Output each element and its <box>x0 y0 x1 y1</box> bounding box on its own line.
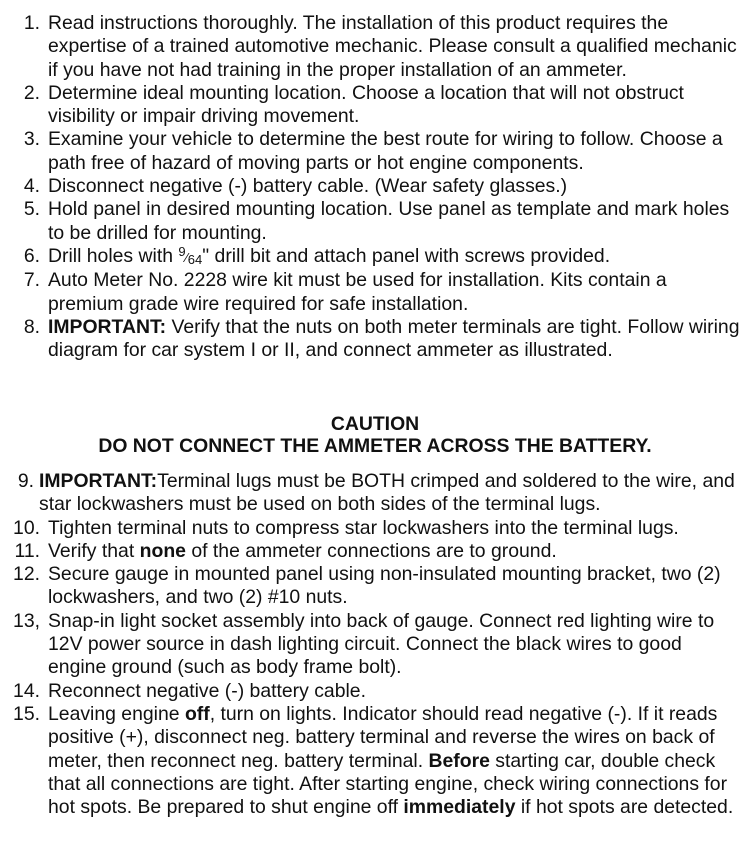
step-number: 10. <box>13 516 40 539</box>
step-8 <box>0 316 750 363</box>
step-5 <box>0 198 750 245</box>
step-number: 7. <box>23 269 40 292</box>
step-14 <box>0 680 750 703</box>
step-text-post: " drill bit and attach panel with screws provided. <box>202 244 611 267</box>
step-number: 15. <box>13 702 40 725</box>
step-text: Read instructions thoroughly. The installation of this product requires the expertise of a trained automotive mechanic. Please consult a qualified mechanic if you have not had training in the proper installation of an ammeter. <box>48 12 737 81</box>
fraction-numerator: 9 <box>178 243 186 259</box>
important-label: IMPORTANT: <box>48 315 167 338</box>
fraction-denominator: 64 <box>187 251 203 267</box>
step-2 <box>0 82 750 129</box>
steps-list-part1 <box>0 12 750 362</box>
step-1 <box>0 12 750 82</box>
step-text: Verify that the nuts on both meter terminals are tight. Follow wiring diagram for car system I or II, and connect ammeter as illustrated. <box>48 315 740 362</box>
step-text: Examine your vehicle to determine the best route for wiring to follow. Choose a path free of hazard of moving parts or hot engine components. <box>48 128 723 174</box>
step-text-a: Verify that <box>48 539 140 562</box>
step-text: Secure gauge in mounted panel using non-insulated mounting bracket, two (2) lockwashers, and two (2) #10 nuts. <box>48 563 721 609</box>
step-text: Determine ideal mounting location. Choose a location that will not obstruct visibility or impair driving movement. <box>48 81 684 128</box>
step-number: 1. <box>23 12 40 34</box>
step-number: 4. <box>23 175 40 198</box>
step-10 <box>0 517 750 540</box>
step-number: 9. <box>17 470 34 492</box>
step-text-pre: Drill holes with <box>48 244 179 267</box>
caution-title: CAUTION <box>330 413 420 435</box>
step-text: Tighten terminal nuts to compress star lockwashers into the terminal lugs. <box>48 516 679 539</box>
step-text: Terminal lugs must be BOTH crimped and soldered to the wire, and star lockwashers must be used on both sides of the terminal lugs. <box>39 470 735 516</box>
step-text-c: of the ammeter connections are to ground. <box>185 539 557 562</box>
step-12 <box>0 563 750 610</box>
step-4 <box>0 175 750 198</box>
emphasis-immediately: immediately <box>403 796 516 819</box>
step-number: 3. <box>23 128 40 151</box>
step-number: 2. <box>23 81 40 104</box>
step-text-a: Leaving engine <box>48 702 185 725</box>
step-text-e: starting car, double check that all connections are tight. After starting engine, check wiring connections for hot spots. Be prepared to shut engine off <box>48 749 728 819</box>
step-number: 8. <box>23 315 40 338</box>
step-number: 11. <box>14 539 40 562</box>
step-text: Reconnect negative (-) battery cable. <box>48 679 366 702</box>
step-text: Snap-in light socket assembly into back of gauge. Connect red lighting wire to 12V power source in dash lighting circuit. Connect the black wires to good engine ground (such as body frame bolt). <box>48 609 715 679</box>
step-number: 12. <box>13 563 40 586</box>
step-6 <box>0 245 750 269</box>
step-9 <box>0 470 750 517</box>
step-number: 5. <box>23 198 40 221</box>
step-number: 6. <box>23 244 40 267</box>
step-text: Auto Meter No. 2228 wire kit must be used for installation. Kits contain a premium grade wire required for safe installation. <box>48 269 667 315</box>
step-text: Hold panel in desired mounting location. Use panel as template and mark holes to be drilled for mounting. <box>48 198 730 244</box>
step-text-c: , turn on lights. Indicator should read negative (-). If it reads positive (+), disconnect neg. battery terminal and reverse the wires on back of meter, then reconnect neg. battery terminal. <box>48 702 718 772</box>
steps-list-part2 <box>0 470 750 819</box>
step-11 <box>0 540 750 563</box>
step-text-g: if hot spots are detected. <box>515 796 734 819</box>
step-number: 13, <box>13 609 40 632</box>
caution-warning: DO NOT CONNECT THE AMMETER ACROSS THE BATTERY. <box>98 435 652 457</box>
step-number: 14. <box>13 679 40 702</box>
emphasis-off: off <box>184 702 210 725</box>
important-label: IMPORTANT: <box>39 470 158 492</box>
step-text: Disconnect negative (-) battery cable. (Wear safety glasses.) <box>48 175 568 198</box>
step-3 <box>0 128 750 175</box>
step-13 <box>0 610 750 680</box>
drill-size-fraction: 9⁄64 <box>178 243 203 267</box>
emphasis-none: none <box>139 539 186 562</box>
step-15 <box>0 703 750 819</box>
emphasis-before: Before <box>428 749 490 772</box>
step-7 <box>0 269 750 316</box>
